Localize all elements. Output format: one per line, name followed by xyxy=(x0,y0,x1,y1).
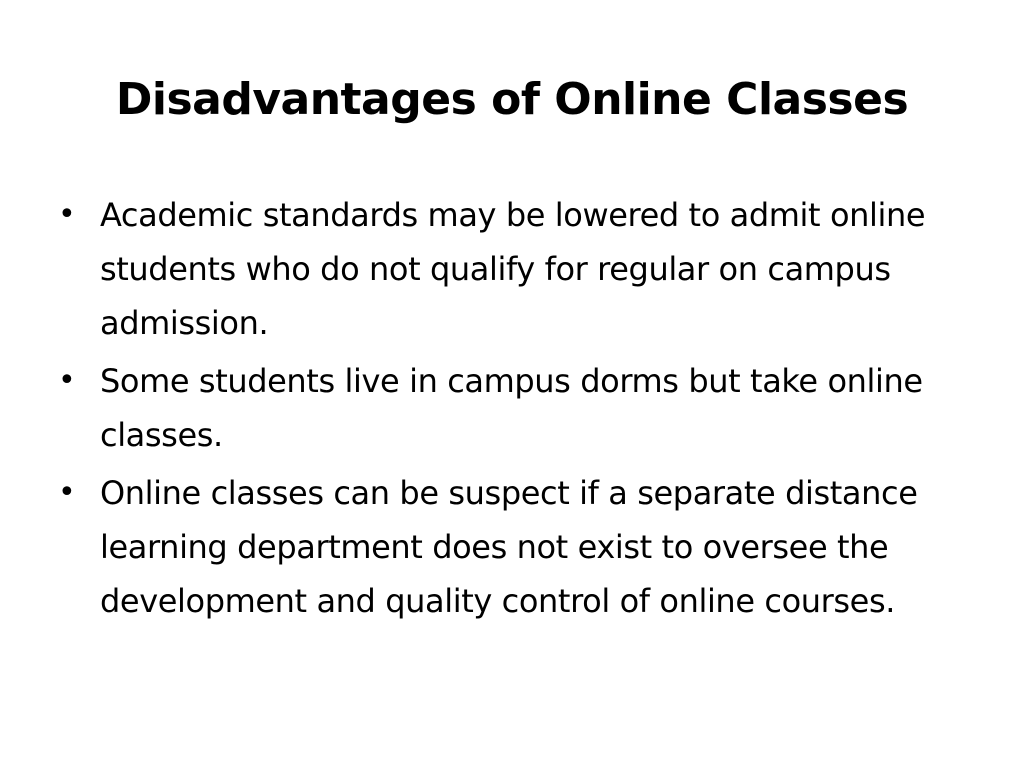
bullet-icon: • xyxy=(58,363,76,398)
bullet-item-1 xyxy=(58,188,988,350)
bullet-text: Some students live in campus dorms but take online classes. xyxy=(100,362,923,454)
bullet-icon: • xyxy=(58,475,76,510)
bullet-text: Online classes can be suspect if a separate distance learning department does not exist to oversee the development and quality control of online courses. xyxy=(100,474,918,620)
bullet-text: Academic standards may be lowered to admit online students who do not qualify for regular on campus admission. xyxy=(100,196,926,342)
bullet-icon: • xyxy=(58,197,76,232)
bullet-list xyxy=(58,188,988,632)
slide-title: Disadvantages of Online Classes xyxy=(115,74,909,125)
bullet-item-3 xyxy=(58,466,988,628)
bullet-item-2 xyxy=(58,354,988,462)
